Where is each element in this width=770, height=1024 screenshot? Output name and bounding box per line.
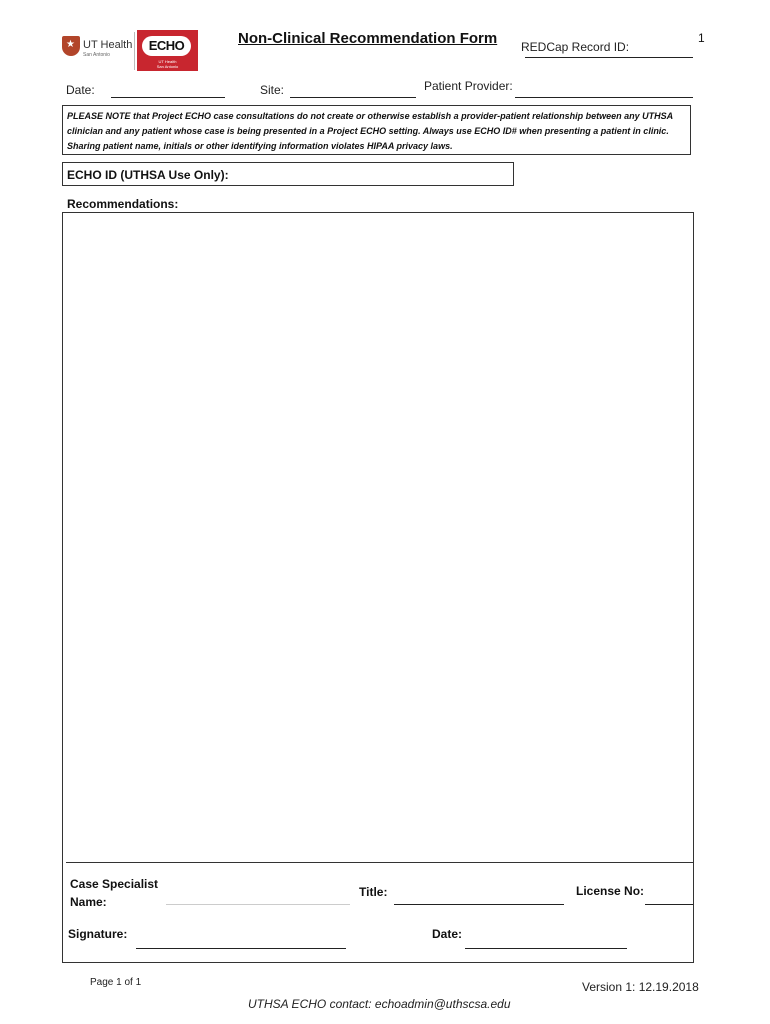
date-field[interactable]	[111, 97, 225, 98]
redcap-record-field[interactable]	[525, 57, 693, 58]
recommendations-label: Recommendations:	[67, 197, 179, 211]
case-specialist-label-line1: Case Specialist	[70, 877, 159, 891]
hipaa-notice: PLEASE NOTE that Project ECHO case consultations do not create or otherwise establish a provider-patient relationship between any UTHSA clinician and any patient whose case is being presented in a Project ECHO setting. Always use ECHO ID# when presenting a patient in clinic. Sharing patient name, initials or other identifying information violates HIPAA privacy laws.	[62, 105, 691, 155]
license-no-field[interactable]	[645, 904, 693, 905]
case-specialist-name-field[interactable]	[166, 904, 350, 905]
case-specialist-label-line2: Name:	[70, 895, 107, 909]
star-icon: ★	[62, 36, 80, 56]
recommendations-field[interactable]	[62, 212, 694, 963]
title-label: Title:	[359, 885, 388, 899]
page-number: 1	[698, 31, 705, 45]
license-no-label: License No:	[576, 884, 645, 898]
echo-logo-tag-1: UT Health	[158, 59, 177, 64]
echo-logo	[137, 30, 198, 71]
ut-health-logo-sub: San Antonio	[83, 52, 110, 58]
patient-provider-field[interactable]	[515, 97, 693, 98]
signature-date-field[interactable]	[465, 948, 627, 949]
date-label: Date:	[66, 83, 95, 97]
signature-divider	[66, 862, 693, 863]
version-label: Version 1: 12.19.2018	[582, 980, 699, 994]
site-label: Site:	[260, 83, 285, 97]
echo-logo-name: ECHO	[142, 36, 191, 56]
contact-label: UTHSA ECHO contact: echoadmin@uthscsa.edu	[248, 997, 511, 1011]
form-title: Non-Clinical Recommendation Form	[238, 30, 498, 47]
ut-health-logo-name: UT Health	[83, 39, 133, 51]
signature-label: Signature:	[68, 927, 128, 941]
ut-health-logo	[62, 34, 132, 64]
title-field[interactable]	[394, 904, 564, 905]
redcap-record-label: REDCap Record ID:	[521, 40, 630, 54]
page-of-label: Page 1 of 1	[90, 977, 142, 988]
echo-id-field[interactable]: ECHO ID (UTHSA Use Only):	[62, 162, 514, 186]
signature-field[interactable]	[136, 948, 346, 949]
patient-provider-label: Patient Provider:	[424, 79, 513, 93]
echo-logo-tag-2: San Antonio	[156, 64, 179, 69]
case-specialist-name-label	[70, 875, 158, 911]
site-field[interactable]	[290, 97, 416, 98]
logo-divider	[134, 32, 135, 70]
signature-date-label: Date:	[432, 927, 463, 941]
